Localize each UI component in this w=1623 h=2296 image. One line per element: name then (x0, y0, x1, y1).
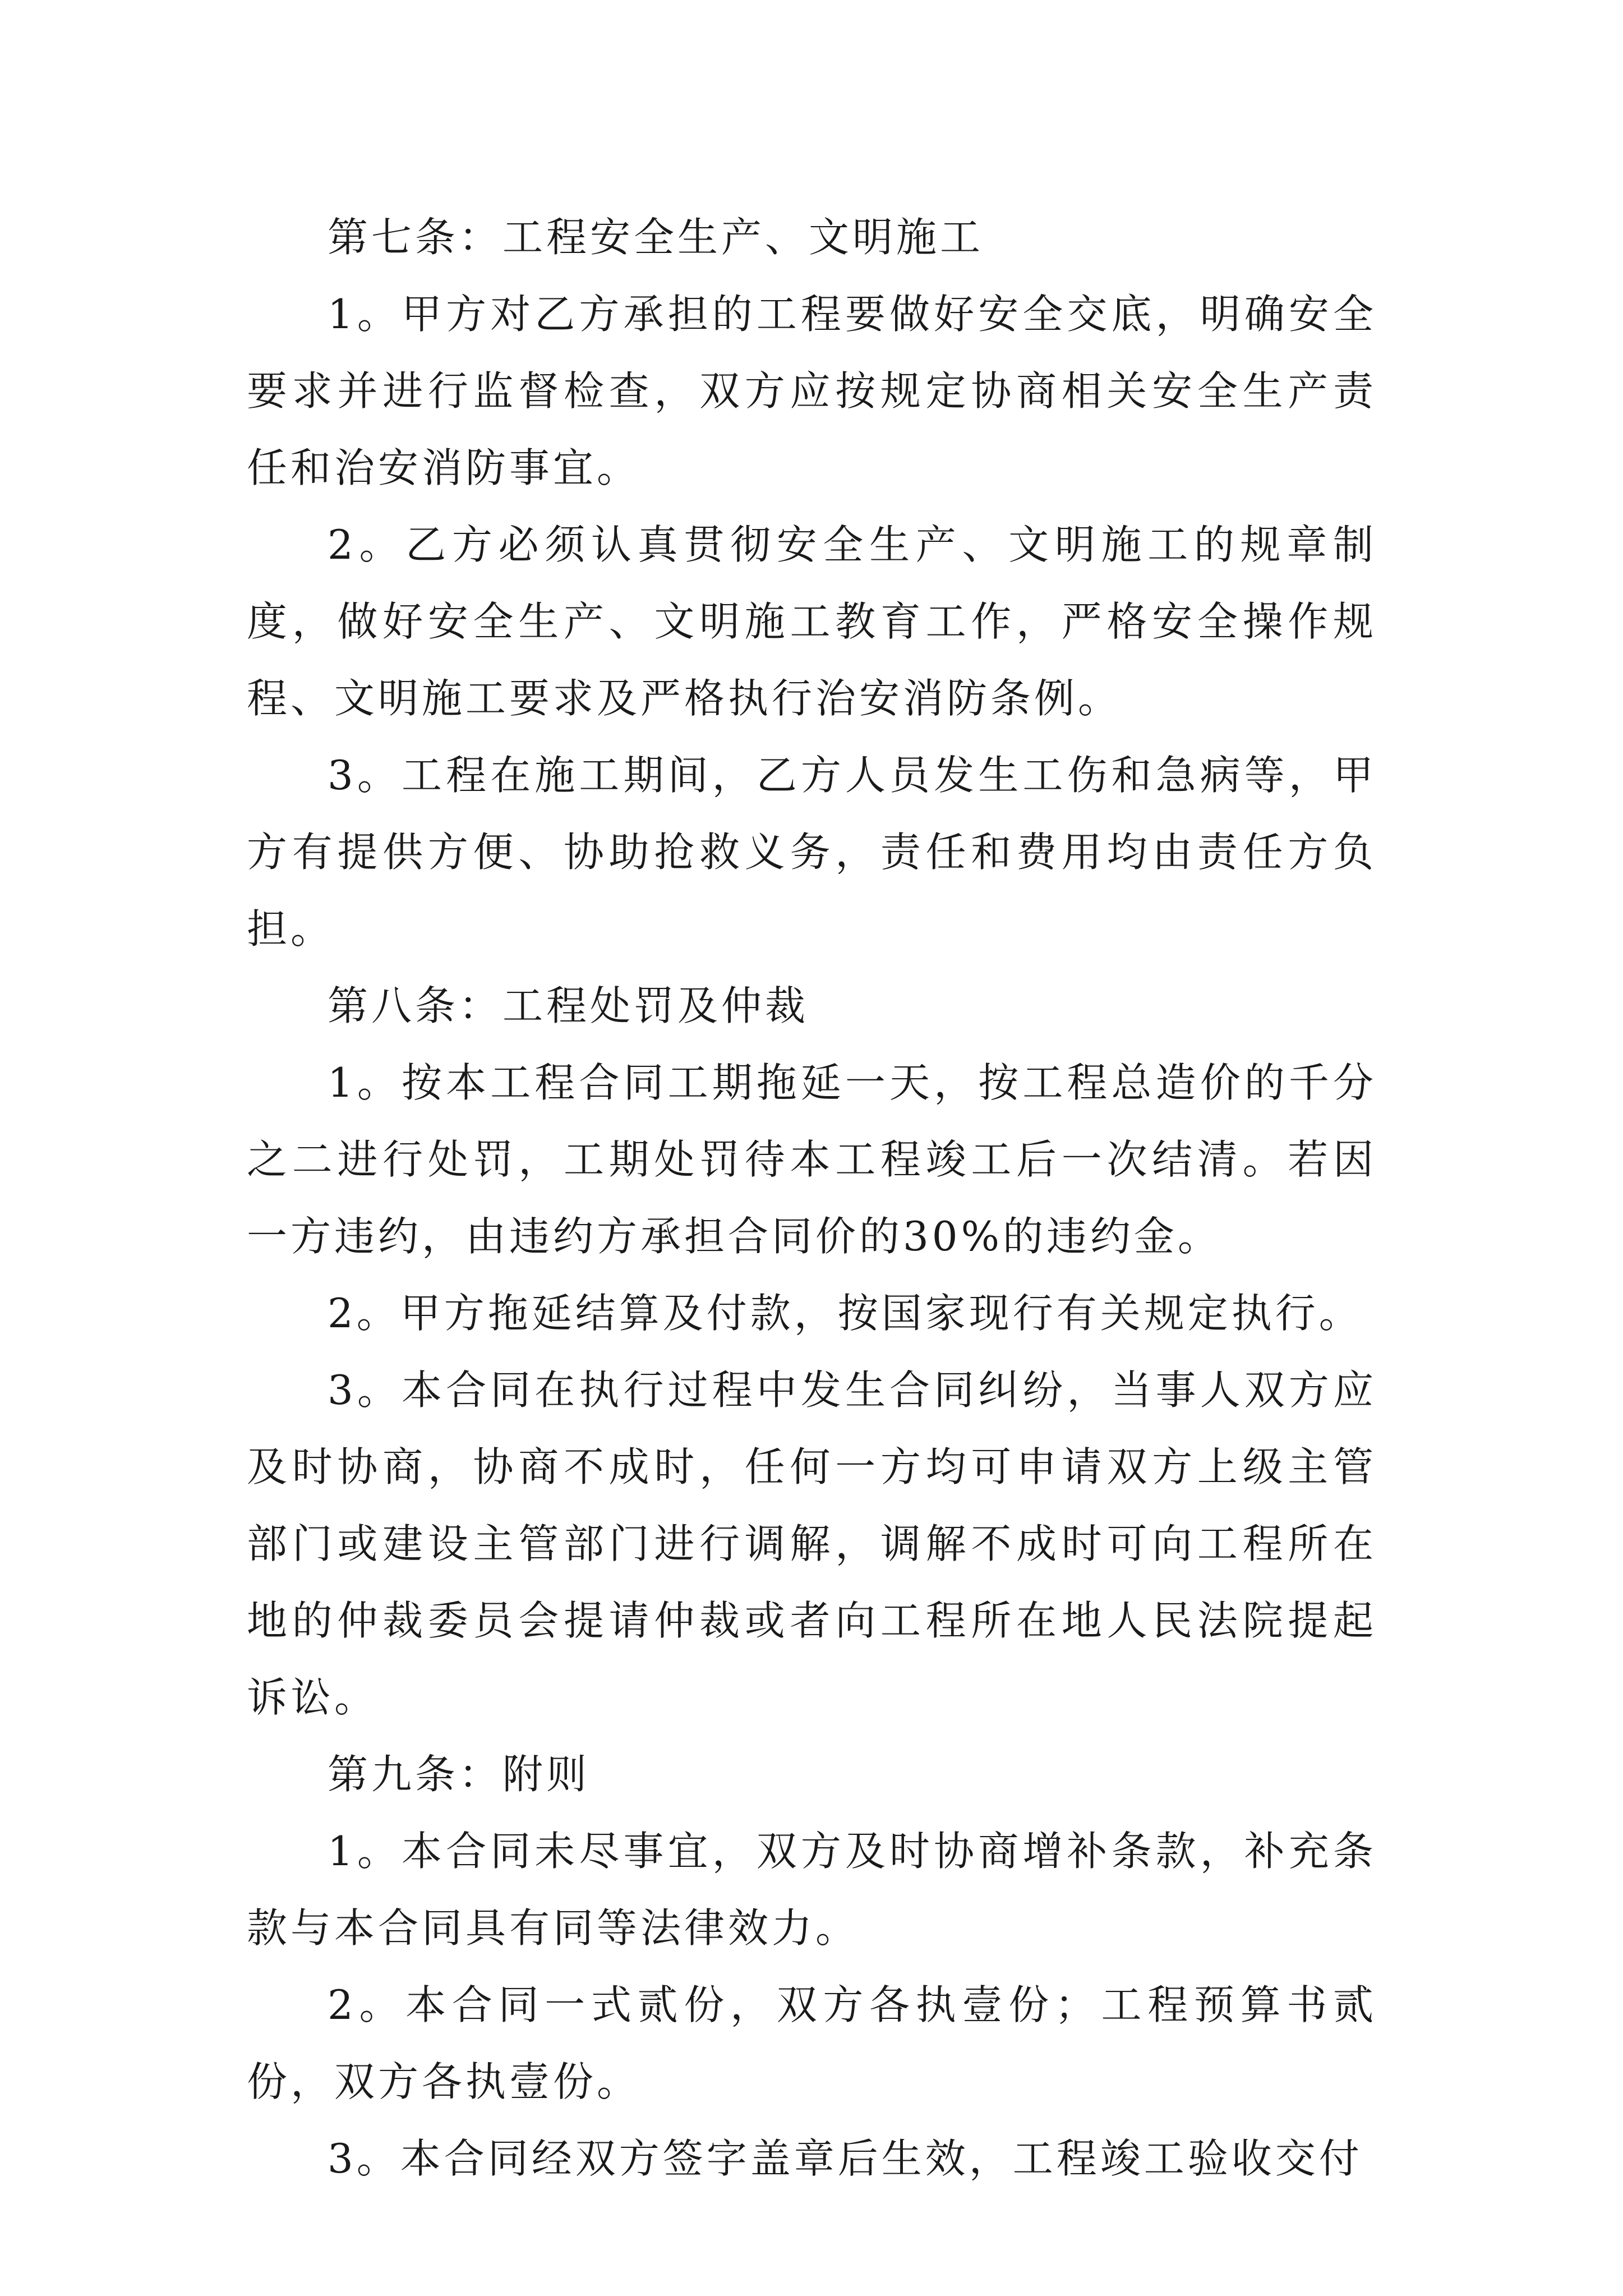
article-7-clause-1: 1。甲方对乙方承担的工程要做好安全交底，明确安全要求并进行监督检查，双方应按规定协商相关安全生产责任和治安消防事宜。 (247, 291, 1377, 491)
article-8-clause-2: 2。甲方拖延结算及付款，按国家现行有关规定执行。 (328, 1290, 1363, 1337)
article-8-heading: 第八条：工程处罚及仲裁 (328, 982, 809, 1029)
article-8-clause-3: 3。本合同在执行过程中发生合同纠纷，当事人双方应及时协商，协商不成时，任何一方均可申请双方上级主管部门或建设主管部门进行调解，调解不成时可向工程所在地的仲裁委员会提请仲裁或者向工程所在地人民法院提起诉讼。 (247, 1366, 1377, 1721)
article-9-clause-3: 3。本合同经双方签字盖章后生效，工程竣工验收交付 (328, 2135, 1363, 2182)
article-7-heading: 第七条：工程安全生产、文明施工 (328, 214, 984, 261)
article-9-clause-1: 1。本合同未尽事宜，双方及时协商增补条款，补充条款与本合同具有同等法律效力。 (247, 1828, 1377, 1952)
article-9-clause-2: 2。本合同一式贰份，双方各执壹份；工程预算书贰份，双方各执壹份。 (247, 1981, 1377, 2105)
document-body (247, 199, 1377, 2197)
article-7-clause-3: 3。工程在施工期间，乙方人员发生工伤和急病等，甲方有提供方便、协助抢救义务，责任和费用均由责任方负担。 (247, 752, 1377, 953)
article-8-clause-1: 1。按本工程合同工期拖延一天，按工程总造价的千分之二进行处罚，工期处罚待本工程竣工后一次结清。若因一方违约，由违约方承担合同价的30%的违约金。 (247, 1059, 1377, 1260)
article-9-heading: 第九条：附则 (328, 1751, 591, 1798)
article-7-clause-2: 2。乙方必须认真贯彻安全生产、文明施工的规章制度，做好安全生产、文明施工教育工作，严格安全操作规程、文明施工要求及严格执行治安消防条例。 (247, 521, 1377, 722)
